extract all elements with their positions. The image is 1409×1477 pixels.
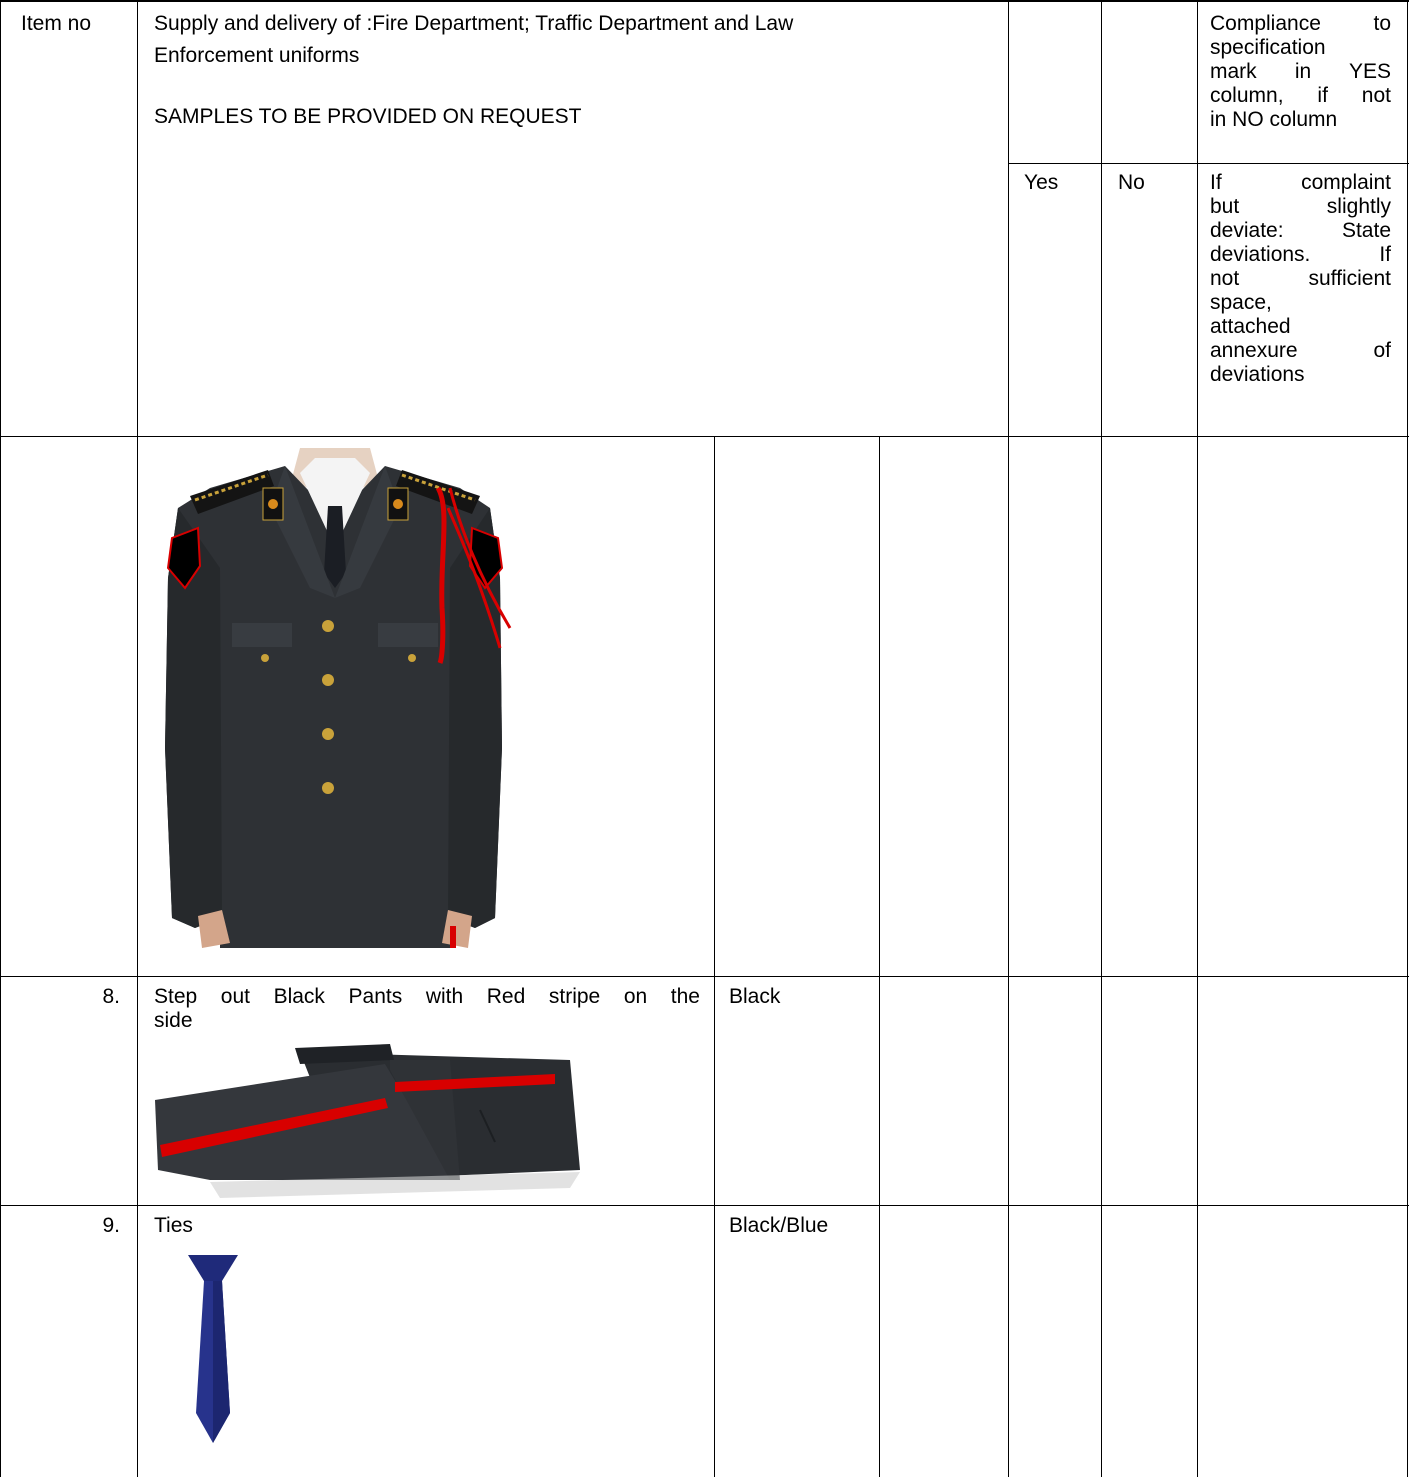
row-description-line2: side xyxy=(154,1009,193,1032)
col-line-item xyxy=(137,0,138,1477)
row-description-line1: Step out Black Pants with Red stripe on the xyxy=(154,985,700,1008)
header-description-line1: Supply and delivery of :Fire Department; Traffic Department and Law xyxy=(154,12,794,35)
col-line-no xyxy=(1101,0,1102,1477)
blue-tie-image xyxy=(186,1253,240,1445)
deviation-line: deviate: State xyxy=(1210,219,1391,242)
compliance-line: mark in YES xyxy=(1210,60,1391,83)
compliance-line: in NO column xyxy=(1210,108,1338,131)
row-description xyxy=(154,985,700,1033)
col-line-compliance xyxy=(1197,0,1198,1477)
header-description-line2: Enforcement uniforms xyxy=(154,44,360,67)
deviation-line: deviations xyxy=(1210,363,1305,386)
compliance-line: column, if not xyxy=(1210,84,1391,107)
header-item-no: Item no xyxy=(21,12,92,35)
header-yes: Yes xyxy=(1024,171,1059,194)
col-line-yes xyxy=(1008,0,1009,1477)
deviation-line: deviations. If xyxy=(1210,243,1391,266)
deviation-line: but slightly xyxy=(1210,195,1391,218)
col-line-colour xyxy=(714,436,715,1477)
border-right xyxy=(1407,0,1408,1477)
deviation-line: space, xyxy=(1210,291,1272,314)
header-samples-note: SAMPLES TO BE PROVIDED ON REQUEST xyxy=(154,105,582,128)
uniform-jacket-image xyxy=(150,448,520,948)
deviation-line: not sufficient xyxy=(1210,267,1391,290)
header-no: No xyxy=(1118,171,1145,194)
header-deviation-text xyxy=(1210,171,1391,387)
black-pants-image xyxy=(150,1030,590,1202)
row-colour: Black xyxy=(729,985,781,1008)
deviation-line: attached xyxy=(1210,315,1291,338)
compliance-line: Compliance to xyxy=(1210,12,1391,35)
col-line-extra xyxy=(879,436,880,1477)
deviation-line: annexure of xyxy=(1210,339,1391,362)
compliance-line: specification xyxy=(1210,36,1326,59)
header-compliance-text xyxy=(1210,12,1391,132)
border-left xyxy=(0,0,1,1477)
row-item-no: 9. xyxy=(102,1214,120,1237)
header-divider-yes-no xyxy=(1008,163,1409,164)
row-item-no: 8. xyxy=(102,985,120,1008)
row-colour: Black/Blue xyxy=(729,1214,829,1237)
row-description: Ties xyxy=(154,1214,193,1237)
deviation-line: If complaint xyxy=(1210,171,1391,194)
